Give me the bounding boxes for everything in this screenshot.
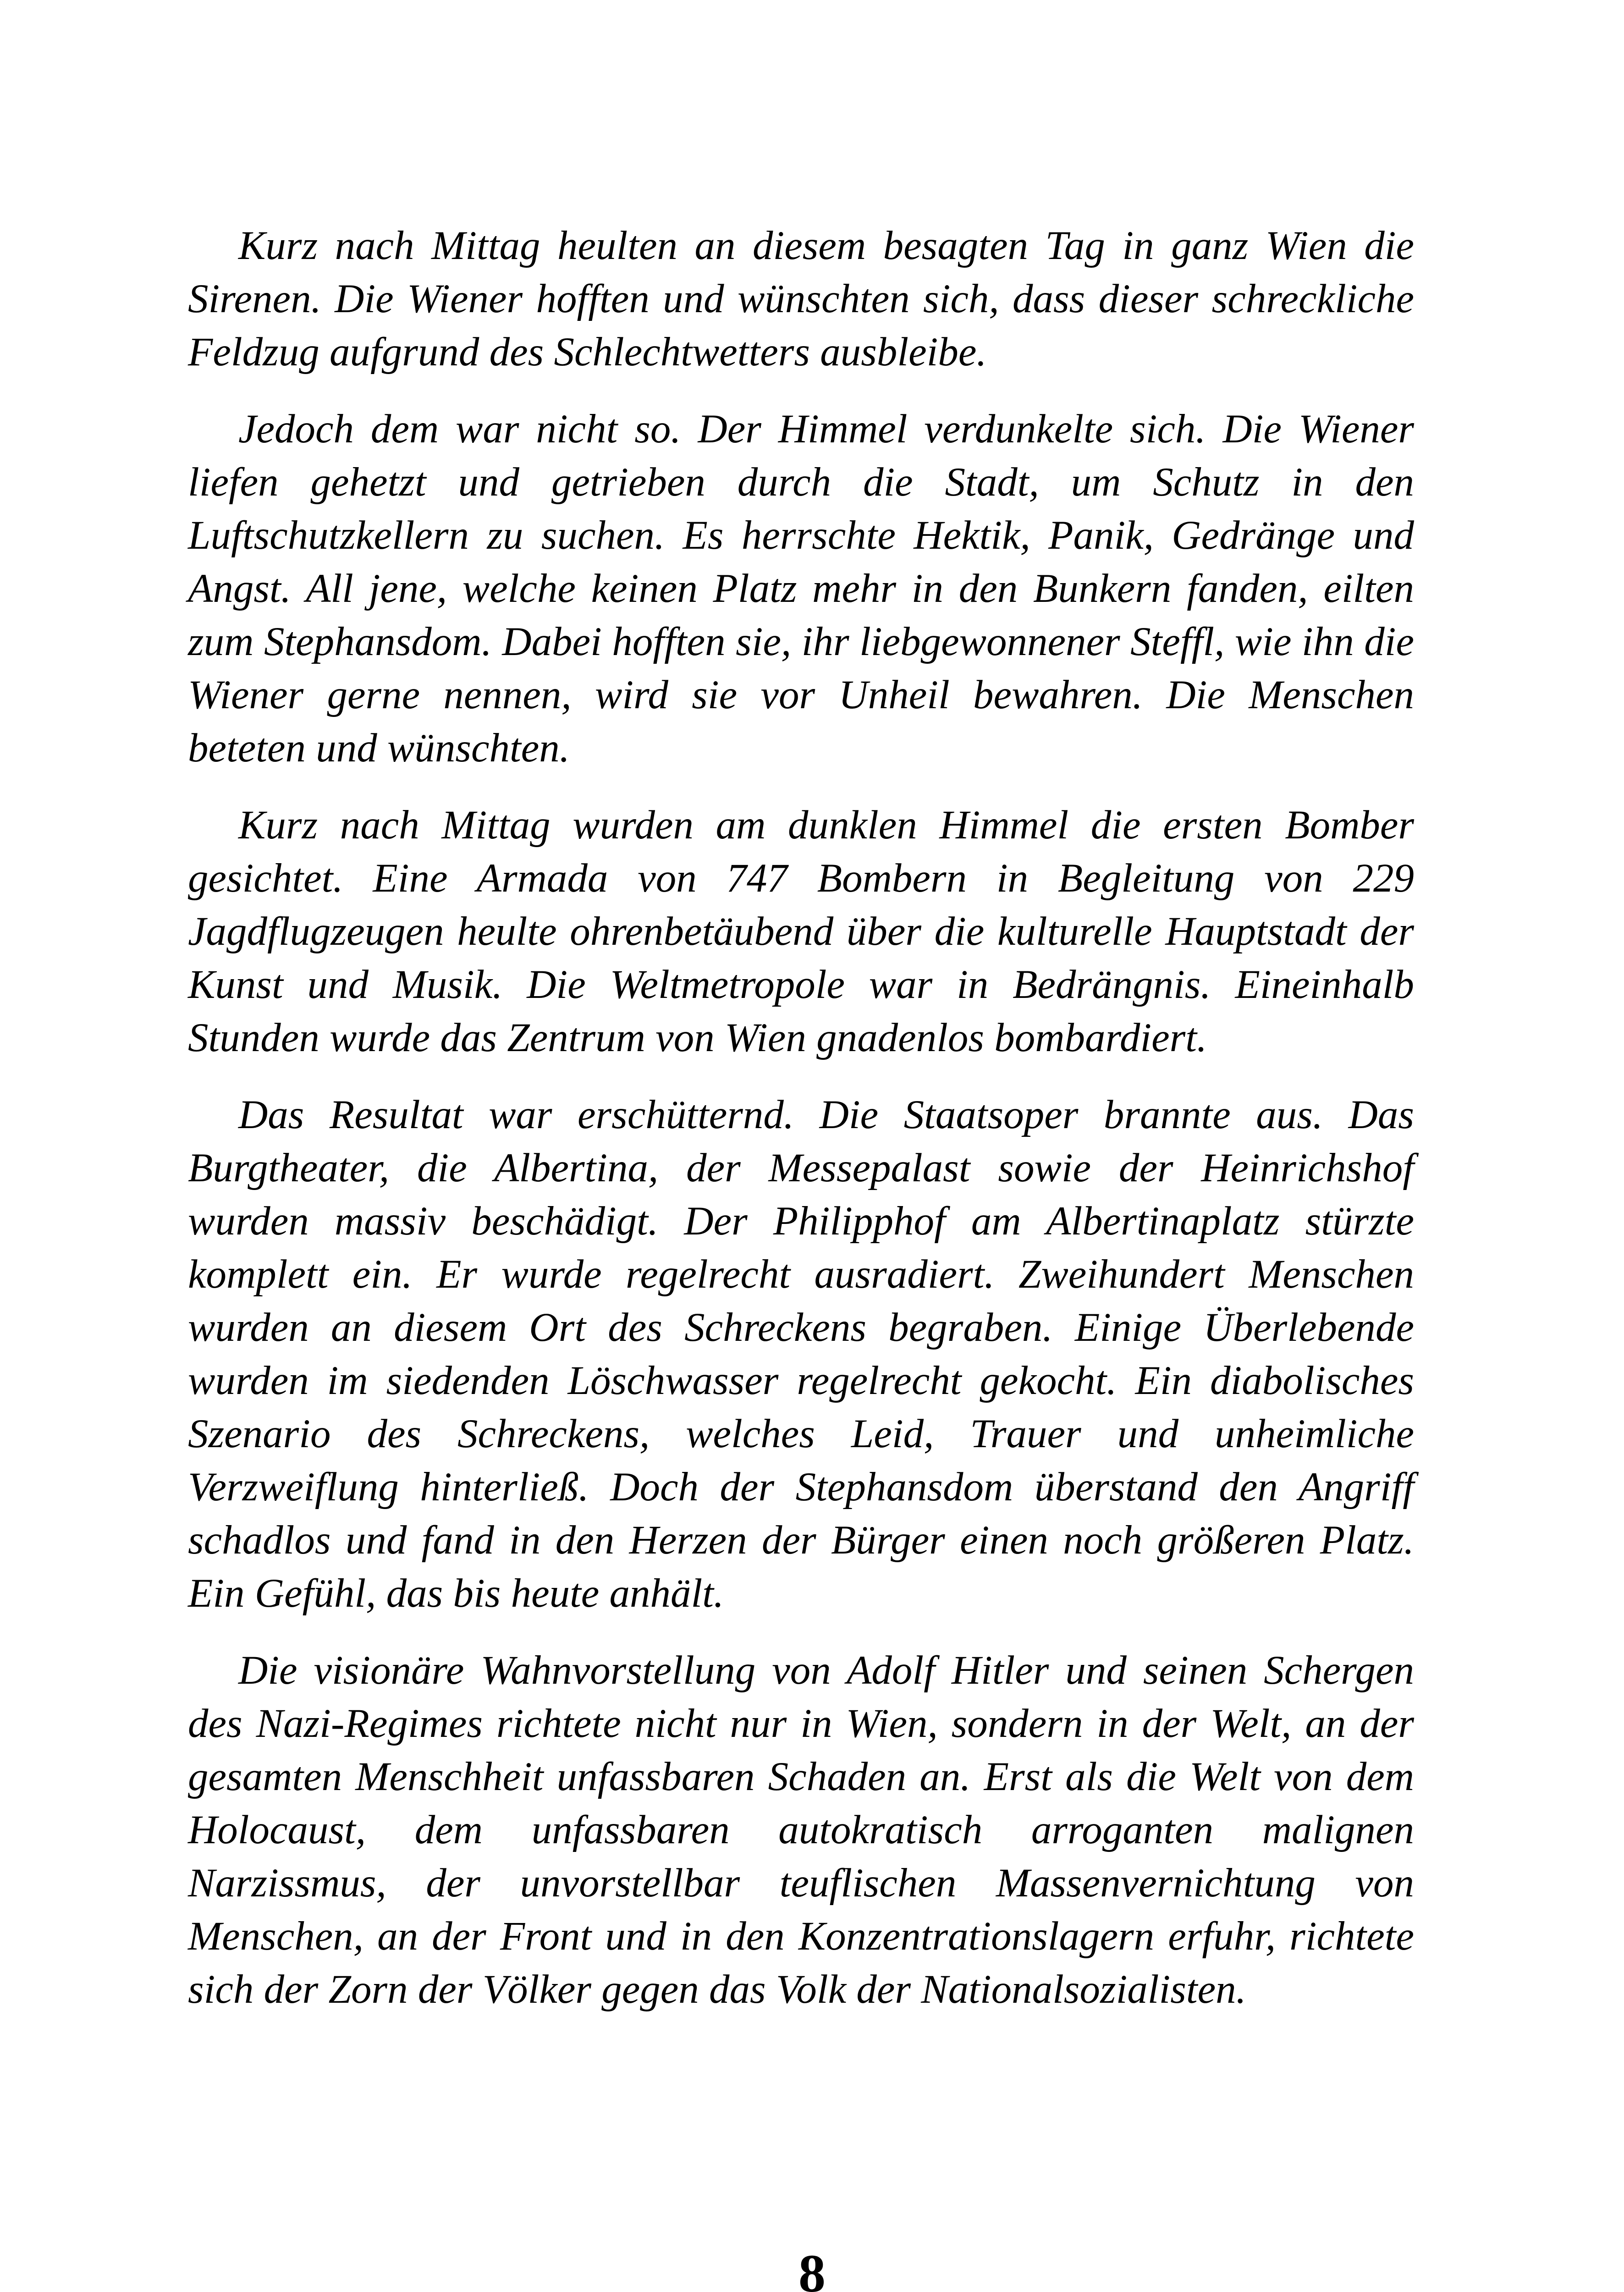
paragraph-1: Kurz nach Mittag heulten an diesem besagten Tag in ganz Wien die Sirenen. Die Wiener hofften und wünschten sich, dass dieser schreckliche Feldzug aufgrund des Schlechtwetters ausbleibe. [188, 223, 1414, 375]
page-number: 8 [798, 2243, 826, 2292]
body-text [188, 219, 1414, 2016]
paragraph-4: Das Resultat war erschütternd. Die Staatsoper brannte aus. Das Burgtheater, die Albertina, der Messepalast sowie der Heinrichshof wurden massiv beschädigt. Der Philipphof am Albertinaplatz stürzte komplett ein. Er wurde regelrecht ausradiert. Zweihundert Menschen wurden an diesem Ort des Schreckens begraben. Einige Überlebende wurden im siedenden Löschwasser regelrecht gekocht. Ein diabolisches Szenario des Schreckens, welches Leid, Trauer und unheimliche Verzweiflung hinterließ. Doch der Stephansdom überstand den Angriff schadlos und fand in den Herzen der Bürger einen noch größeren Platz. Ein Gefühl, das bis heute anhält. [188, 1092, 1414, 1616]
paragraph-5: Die visionäre Wahnvorstellung von Adolf Hitler und seinen Schergen des Nazi-Regimes richtete nicht nur in Wien, sondern in der Welt, an der gesamten Menschheit unfassbaren Schaden an. Erst als die Welt von dem Holocaust, dem unfassbaren autokratisch arroganten malignen Narzissmus, der unvorstellbar teuflischen Massenvernichtung von Menschen, an der Front und in den Konzentrationslagern erfuhr, richtete sich der Zorn der Völker gegen das Volk der Nationalsozialisten. [188, 1648, 1414, 2012]
paragraph-2: Jedoch dem war nicht so. Der Himmel verdunkelte sich. Die Wiener liefen gehetzt und getrieben durch die Stadt, um Schutz in den Luftschutzkellern zu suchen. Es herrschte Hektik, Panik, Gedränge und Angst. All jene, welche keinen Platz mehr in den Bunkern fanden, eilten zum Stephansdom. Dabei hofften sie, ihr liebgewonnener Steffl, wie ihn die Wiener gerne nennen, wird sie vor Unheil bewahren. Die Menschen beteten und wünschten. [188, 407, 1414, 771]
paragraph-3: Kurz nach Mittag wurden am dunklen Himmel die ersten Bomber gesichtet. Eine Armada von 747 Bombern in Begleitung von 229 Jagdflugzeugen heulte ohrenbetäubend über die kulturelle Hauptstadt der Kunst und Musik. Die Weltmetropole war in Bedrängnis. Eineinhalb Stunden wurde das Zentrum von Wien gnadenlos bombardiert. [188, 803, 1414, 1060]
